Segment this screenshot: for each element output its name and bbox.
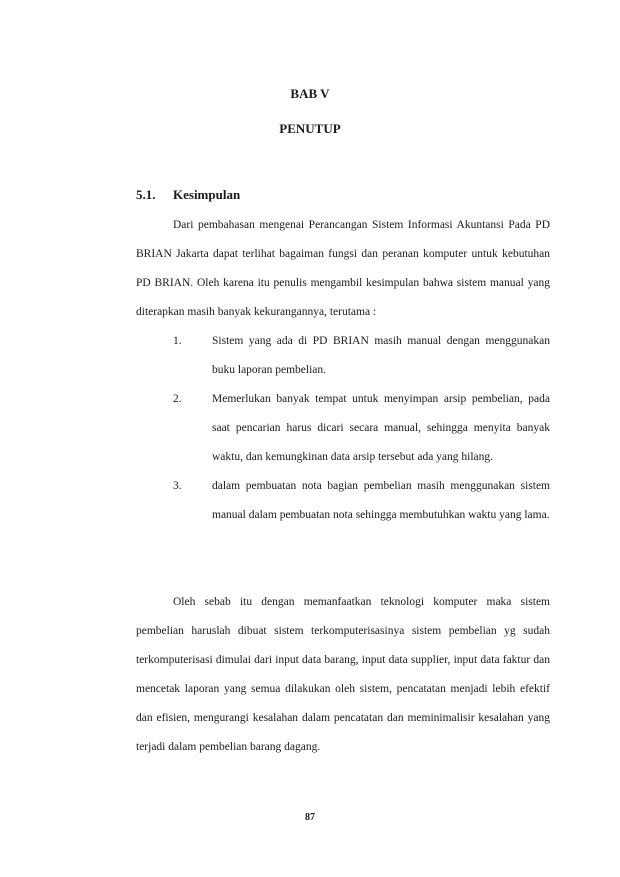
section-heading [136,187,240,203]
list-item-text: Memerlukan banyak tempat untuk menyimpan arsip pembelian, pada saat pencarian harus dicari secara manual, sehingga menyita banyak waktu, dan kemungkinan data arsip tersebut ada yang hilang. [212,393,550,463]
section-title: Kesimpulan [173,187,241,202]
page-number: 87 [305,812,315,823]
conclusion-list [136,327,550,530]
list-item-number: 2. [173,393,182,405]
list-item-number: 3. [173,480,182,492]
list-item [136,327,550,385]
list-item-text: dalam pembuatan nota bagian pembelian masih menggunakan sistem manual dalam pembuatan nota sehingga membutuhkan waktu yang lama. [212,480,550,521]
section-number: 5.1. [136,187,156,202]
list-item [136,472,550,530]
chapter-title: PENUTUP [279,121,341,136]
chapter-heading: BAB V [290,86,330,101]
intro-paragraph: Dari pembahasan mengenai Perancangan Sistem Informasi Akuntansi Pada PD BRIAN Jakarta dapat terlihat bagaiman fungsi dan peranan komputer untuk kebutuhan PD BRIAN. Oleh karena itu penulis mengambil kesimpulan bahwa sistem manual yang diterapkan masih banyak kekurangannya, terutama : [136,219,550,318]
list-item-number: 1. [173,335,182,347]
list-item-text: Sistem yang ada di PD BRIAN masih manual dengan menggunakan buku laporan pembelian. [212,335,550,376]
closing-paragraph: Oleh sebab itu dengan memanfaatkan teknologi komputer maka sistem pembelian haruslah dibuat sistem terkomputerisasinya sistem pembelian yg sudah terkomputerisasi dimulai dari input data barang, input data supplier, input data faktur dan mencetak laporan yang semua dilakukan oleh sistem, pencatatan menjadi lebih efektif dan efisien, mengurangi kesalahan dalam pencatatan dan meminimalisir kesalahan yang terjadi dalam pembelian barang dagang. [136,596,550,753]
list-item [136,385,550,472]
